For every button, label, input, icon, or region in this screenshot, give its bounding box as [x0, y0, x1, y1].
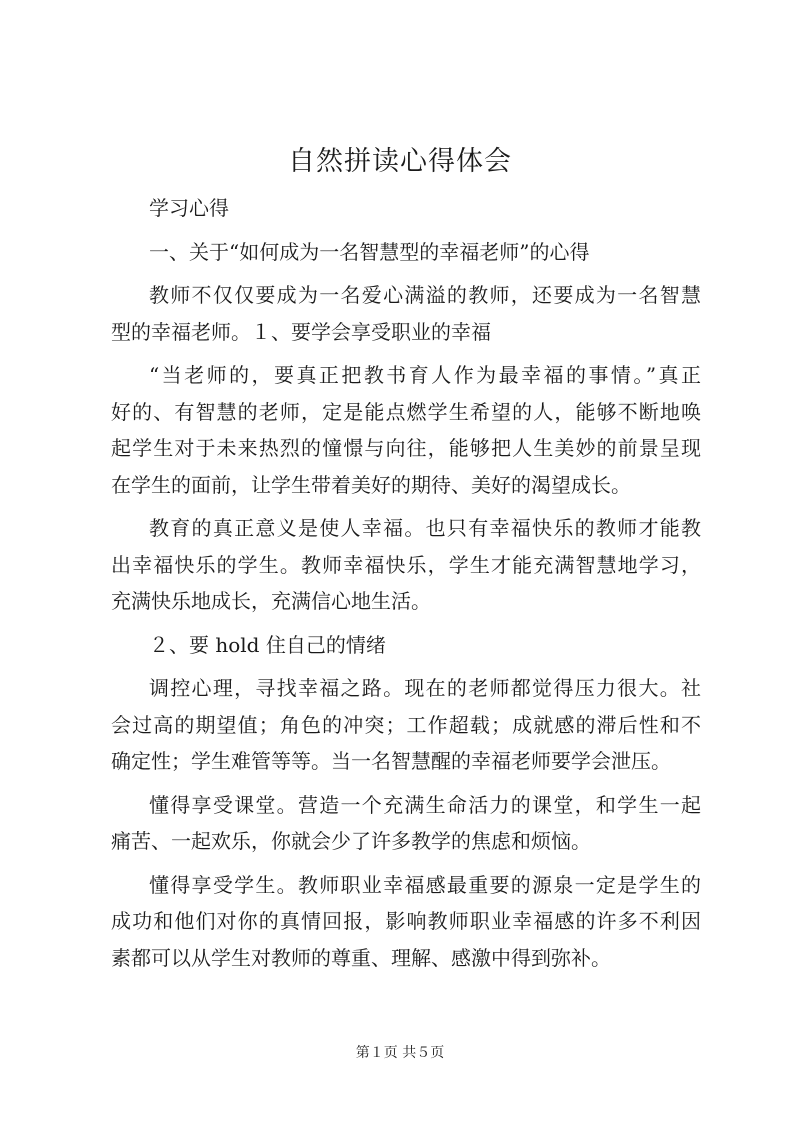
paragraph-line: 充满快乐地成长，充满信心地生活。 — [111, 589, 431, 613]
document-title: 自然拼读心得体会 — [288, 146, 512, 177]
paragraph-line: “当老师的，要真正把教书育人作为最幸福的事情。”真正 — [149, 363, 701, 387]
section-subheading: ２、要 hold 住自己的情绪 — [149, 632, 386, 657]
paragraph-line: 成功和他们对你的真情回报，影响教师职业幸福感的许多不利因 — [111, 909, 701, 933]
paragraph-line: 调控心理，寻找幸福之路。现在的老师都觉得压力很大。社 — [149, 676, 701, 700]
paragraph-line: 好的、有智慧的老师，定是能点燃学生希望的人，能够不断地唤 — [111, 399, 701, 424]
paragraph-line: 起学生对于未来热烈的憧憬与向往，能够把人生美妙的前景呈现 — [111, 436, 701, 460]
paragraph-line: 确定性；学生难管等等。当一名智慧醒的幸福老师要学会泄压。 — [111, 749, 671, 773]
section-heading: 学习心得 — [149, 196, 229, 220]
document-body — [111, 190, 701, 976]
section-subheading: 一、关于“如何成为一名智慧型的幸福老师”的心得 — [149, 239, 590, 264]
paragraph-line: 懂得享受课堂。营造一个充满生命活力的课堂，和学生一起 — [149, 792, 701, 817]
paragraph-line: 痛苦、一起欢乐，你就会少了许多教学的焦虑和烦恼。 — [111, 829, 591, 853]
paragraph-line: 教育的真正意义是使人幸福。也只有幸福快乐的教师才能教 — [149, 516, 701, 540]
paragraph-line: 出幸福快乐的学生。教师幸福快乐，学生才能充满智慧地学习， — [111, 552, 701, 577]
page-number-footer: 第１页 共５页 — [355, 1045, 445, 1061]
paragraph-line: 会过高的期望值；角色的冲突；工作超载；成就感的滞后性和不 — [111, 712, 701, 737]
paragraph-line: 在学生的面前，让学生带着美好的期待、美好的渴望成长。 — [111, 472, 631, 497]
paragraph-line: 素都可以从学生对教师的尊重、理解、感激中得到弥补。 — [111, 945, 611, 970]
paragraph-line: 教师不仅仅要成为一名爱心满溢的教师，还要成为一名智慧 — [149, 283, 701, 307]
paragraph-line: 型的幸福老师。１、要学会享受职业的幸福 — [111, 319, 491, 344]
paragraph-line: 懂得享受学生。教师职业幸福感最重要的源泉一定是学生的 — [149, 872, 701, 897]
